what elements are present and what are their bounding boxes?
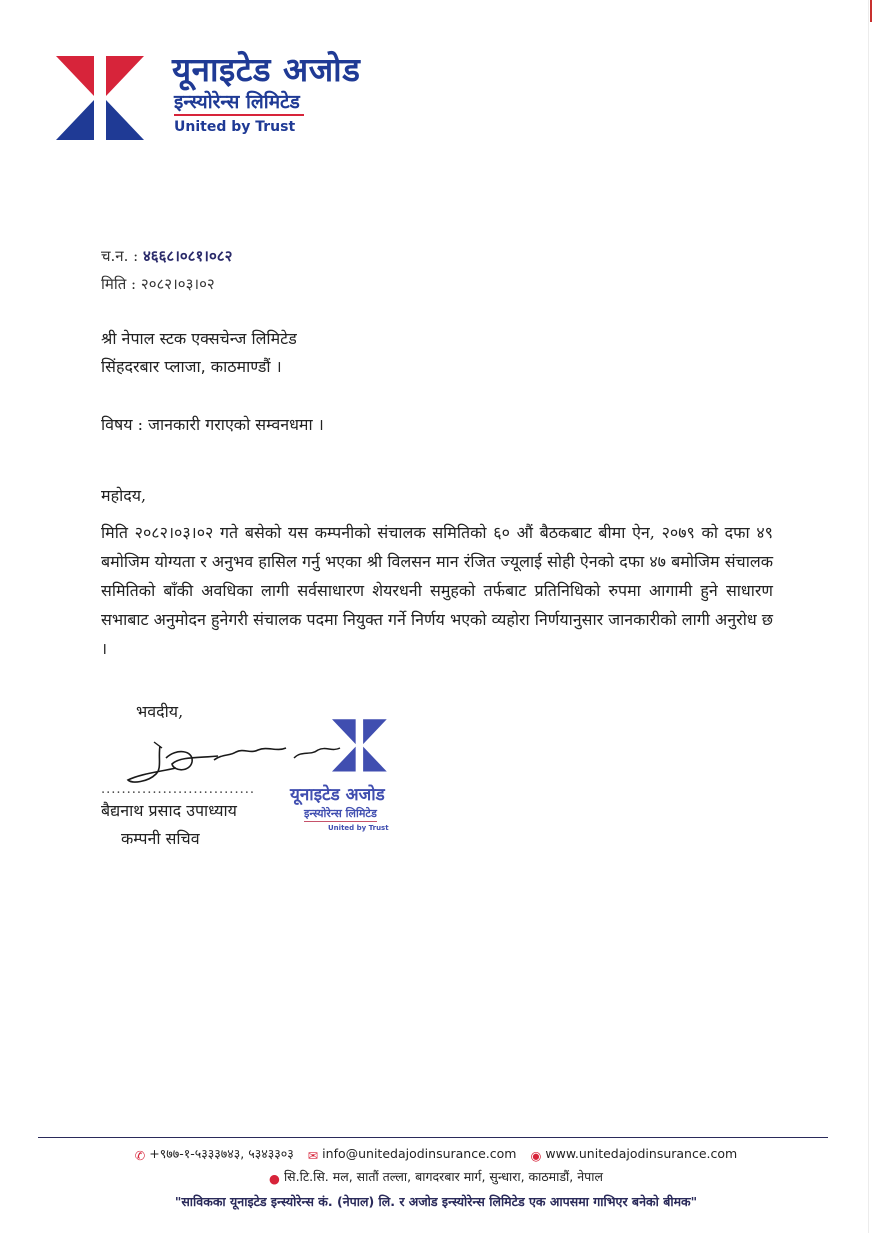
signature-dotted-line: .............................. [101,782,255,797]
email-icon: ✉ [307,1148,319,1163]
reference-block [101,242,232,298]
reference-label: च.न. : [101,247,139,265]
location-pin-icon: ● [269,1171,280,1186]
footer-email[interactable]: info@unitedajodinsurance.com [322,1146,517,1161]
company-sub-name: इन्स्योरेन्स लिमिटेड [174,90,304,116]
letterhead-brand [172,50,360,135]
globe-icon: ◉ [530,1148,542,1163]
reference-number-row [101,242,232,270]
body-paragraph: मिति २०८२।०३।०२ गते बसेको यस कम्पनीको संचालक समितिको ६० औं बैठकबाट बीमा ऐन, २०७९ को दफा ४९ बमोजिम योग्यता र अनुभव हासिल गर्नु भएका श्री विलसन मान रंजित ज्यूलाई सोही ऐनको दफा ४७ बमोजिम संचालक समितिको बाँकी अवधिका लागी सर्वसाधारण शेयरधनी समुहको तर्फबाट प्रतिनिधिको रुपमा आगामी हुने साधारण सभाबाट अनुमोदन हुनेगरी संचालक पदमा नियुक्त गर्ने निर्णय भएको व्यहोरा निर्णयानुसार जानकारीको लागी अनुरोध छ । [101,523,773,658]
footer-address-row [0,1168,872,1186]
footer-website[interactable]: www.unitedajodinsurance.com [545,1146,738,1161]
company-name: यूनाइटेड अजोड [172,50,361,89]
addressee-name: श्री नेपाल स्टक एक्सचेन्ज लिमिटेड [101,329,297,348]
date-label: मिति : [101,275,137,293]
company-tagline: United by Trust [174,119,296,135]
footer-address: सि.टि.सि. मल, सातौं तल्ला, बागदरबार मार्ग, सुन्धारा, काठमाडौं, नेपाल [283,1169,603,1184]
date-value: २०८२।०३।०२ [140,275,215,293]
signatory-title: कम्पनी सचिव [121,829,200,848]
stamp-company-sub: इन्स्योरेन्स लिमिटेड [304,807,377,820]
footer-rule [38,1137,828,1138]
stamp-tagline: United by Trust [328,824,389,832]
company-logo-icon [56,56,146,142]
date-row [101,270,232,298]
footer-phone: +९७७-१-५३३३७४३, ५३४३३०३ [149,1146,294,1161]
signatory-block [101,797,237,853]
stamp-logo-icon [332,718,388,774]
subject-label: विषय : [101,415,144,434]
page-edge-line [868,0,869,1233]
closing: भवदीय, [136,702,184,721]
footer-note: "साविकका यूनाइटेड इन्स्योरेन्स कं. (नेपाल) लि. र अजोड इन्स्योरेन्स लिमिटेड एक आपसमा गाभिएर बनेको बीमक" [174,1194,698,1209]
footer-contacts [0,1145,872,1163]
stamp-company-name: यूनाइटेड अजोड [290,785,385,805]
subject-text: जानकारी गराएको सम्वनधमा । [148,415,324,434]
addressee-block [101,325,297,381]
reference-number: ४६६८।०८१।०८२ [143,247,233,265]
phone-icon: ✆ [134,1148,146,1163]
salutation: महोदय, [101,486,147,505]
subject-line [101,412,324,438]
signatory-name: बैद्यनाथ प्रसाद उपाध्याय [101,801,237,820]
addressee-address: सिंहदरबार प्लाजा, काठमाण्डौं । [101,357,282,376]
